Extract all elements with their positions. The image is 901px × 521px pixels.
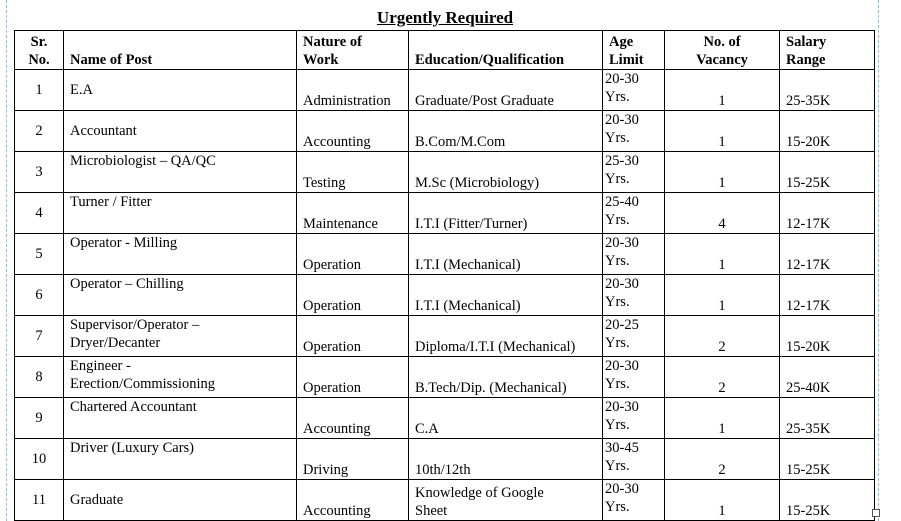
cell-nature-of-work: Operation [297,316,409,357]
cell-vacancy: 2 [665,357,780,398]
cell-sr-no: 7 [15,316,64,357]
cell-salary-range: 15-25K [780,439,875,480]
cell-nature-of-work: Accounting [297,398,409,439]
table-resize-handle[interactable] [872,509,880,517]
cell-name-of-post: E.A [64,70,297,111]
cell-salary-range: 15-25K [780,480,875,521]
cell-sr-no: 10 [15,439,64,480]
margin-guide-left [6,0,7,521]
cell-name-of-post: Accountant [64,111,297,152]
cell-nature-of-work: Administration [297,70,409,111]
cell-age-limit: 30-45 Yrs. [603,439,665,480]
header-age-limit: Age Limit [603,31,665,70]
cell-sr-no: 3 [15,152,64,193]
cell-salary-range: 15-20K [780,111,875,152]
cell-nature-of-work: Operation [297,275,409,316]
cell-education: Knowledge of Google Sheet [409,480,603,521]
cell-nature-of-work: Operation [297,234,409,275]
header-nature-of-work: Nature of Work [297,31,409,70]
table-row [15,357,875,398]
cell-age-limit: 20-30 Yrs. [603,275,665,316]
cell-vacancy: 1 [665,275,780,316]
cell-salary-range: 15-25K [780,152,875,193]
cell-education: M.Sc (Microbiology) [409,152,603,193]
cell-age-limit: 20-25 Yrs. [603,316,665,357]
cell-nature-of-work: Driving [297,439,409,480]
cell-name-of-post: Supervisor/Operator – Dryer/Decanter [64,316,297,357]
cell-name-of-post: Microbiologist – QA/QC [64,152,297,193]
cell-vacancy: 1 [665,70,780,111]
cell-sr-no: 2 [15,111,64,152]
cell-vacancy: 1 [665,398,780,439]
page-title: Urgently Required [376,8,514,27]
header-education: Education/Qualification [409,31,603,70]
table-row [15,193,875,234]
table-row [15,152,875,193]
table-row [15,111,875,152]
table-row [15,398,875,439]
cell-name-of-post: Graduate [64,480,297,521]
cell-age-limit: 20-30 Yrs. [603,234,665,275]
cell-education: I.T.I (Mechanical) [409,234,603,275]
cell-age-limit: 20-30 Yrs. [603,70,665,111]
cell-vacancy: 1 [665,234,780,275]
cell-salary-range: 15-20K [780,316,875,357]
vacancy-table [14,30,875,521]
cell-salary-range: 25-40K [780,357,875,398]
cell-sr-no: 8 [15,357,64,398]
cell-name-of-post: Driver (Luxury Cars) [64,439,297,480]
cell-nature-of-work: Operation [297,357,409,398]
cell-age-limit: 20-30 Yrs. [603,480,665,521]
cell-sr-no: 6 [15,275,64,316]
table-row [15,480,875,521]
cell-nature-of-work: Accounting [297,480,409,521]
cell-sr-no: 9 [15,398,64,439]
cell-age-limit: 25-30 Yrs. [603,152,665,193]
cell-vacancy: 1 [665,480,780,521]
cell-education: 10th/12th [409,439,603,480]
cell-education: Diploma/I.T.I (Mechanical) [409,316,603,357]
cell-sr-no: 5 [15,234,64,275]
cell-nature-of-work: Testing [297,152,409,193]
cell-salary-range: 12-17K [780,234,875,275]
cell-sr-no: 11 [15,480,64,521]
cell-age-limit: 20-30 Yrs. [603,398,665,439]
cell-name-of-post: Operator – Chilling [64,275,297,316]
cell-name-of-post: Operator - Milling [64,234,297,275]
cell-education: I.T.I (Mechanical) [409,275,603,316]
cell-vacancy: 4 [665,193,780,234]
margin-guide-right [878,0,879,521]
cell-salary-range: 12-17K [780,193,875,234]
cell-vacancy: 1 [665,152,780,193]
cell-salary-range: 25-35K [780,398,875,439]
cell-education: C.A [409,398,603,439]
cell-nature-of-work: Accounting [297,111,409,152]
header-name-of-post: Name of Post [64,31,297,70]
cell-vacancy: 2 [665,316,780,357]
cell-vacancy: 2 [665,439,780,480]
table-row [15,316,875,357]
table-row [15,439,875,480]
cell-age-limit: 20-30 Yrs. [603,357,665,398]
header-vacancy: No. of Vacancy [665,31,780,70]
table-row [15,275,875,316]
header-salary-range: Salary Range [780,31,875,70]
cell-education: B.Com/M.Com [409,111,603,152]
table-row [15,70,875,111]
cell-sr-no: 1 [15,70,64,111]
header-sr-no: Sr. No. [15,31,64,70]
table-header-row [15,31,875,70]
table-row [15,234,875,275]
cell-education: I.T.I (Fitter/Turner) [409,193,603,234]
cell-age-limit: 25-40 Yrs. [603,193,665,234]
cell-vacancy: 1 [665,111,780,152]
cell-age-limit: 20-30 Yrs. [603,111,665,152]
cell-name-of-post: Engineer - Erection/Commissioning [64,357,297,398]
cell-education: B.Tech/Dip. (Mechanical) [409,357,603,398]
cell-sr-no: 4 [15,193,64,234]
cell-name-of-post: Turner / Fitter [64,193,297,234]
cell-salary-range: 25-35K [780,70,875,111]
cell-salary-range: 12-17K [780,275,875,316]
cell-nature-of-work: Maintenance [297,193,409,234]
cell-name-of-post: Chartered Accountant [64,398,297,439]
cell-education: Graduate/Post Graduate [409,70,603,111]
